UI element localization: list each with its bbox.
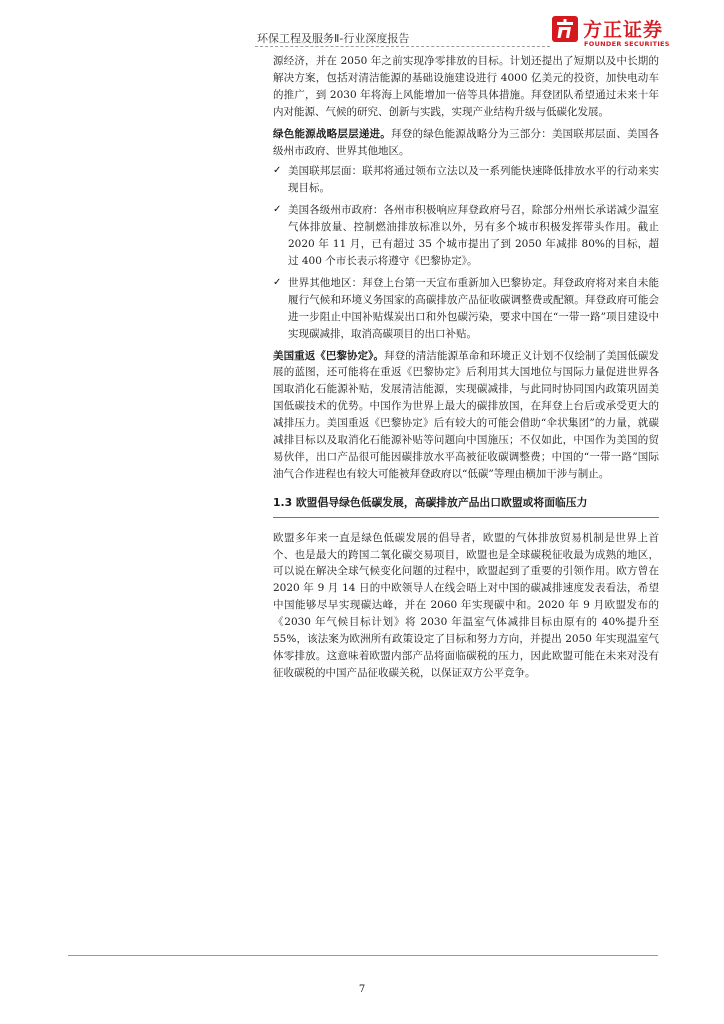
section-heading: 1.3 欧盟倡导绿色低碳发展，高碳排放产品出口欧盟或将面临压力 — [273, 495, 588, 509]
header-divider — [255, 46, 550, 47]
paragraph-text: 拜登的清洁能源革命和环境正义计划不仅绘制了美国低碳发展的蓝图，还可能将在重返《巴黎协定》后利用其大国地位与国际力量促进世界各国取消化石能源补贴，发展清洁能源，实现碳减排，与此同时协同国内政策巩固美国低碳技术的优势。中国作为世界上最大的碳排放国，在拜登上台后或承受更大的减排压力。美国重返《巴黎协定》后有较大的可能会借助“伞状集团”的力量，就碳减排目标以及取消化石能源补贴等问题向中国施压；不仅如此，中国作为美国的贸易伙伴，出口产品很可能因碳排放水平高被征收碳调整费；中国的“一带一路”国际油气合作进程也有较大可能被拜登政府以“低碳”等理由横加干涉与制止。 — [273, 349, 660, 480]
paragraph-eu: 欧盟多年来一直是绿色低碳发展的倡导者，欧盟的气体排放贸易机制是世界上首个、也是最大的跨国二氧化碳交易项目，欧盟也是全球碳税征收最为成熟的地区，可以说在解决全球气候变化问题的过程中，欧盟起到了重要的引领作用。欧方曾在 2020 年 9 月 14 日的中欧领导人在线会晤上对中国的碳减排速度发表看法，希望中国能够尽早实现碳达峰，并在 2060 年实现碳中和。2020 年 9 月欧盟发布的《2030 年气候目标计划》将 2030 年温室气体减排目标由原有的 40%提升至 55%，该法案为欧洲所有政策设定了目标和努力方向，并提出 2050 年实现温室气体零排放。这意味着欧盟内部产品将面临碳税的压力，因此欧盟可能在未来对没有征收碳税的中国产品征收碳关税，以保证双方公平竞争。 — [273, 531, 659, 679]
logo-english-name: FOUNDER SECURITIES — [584, 40, 670, 48]
strategy-bullet-list — [273, 163, 659, 342]
checkmark-icon: ✓ — [273, 165, 282, 177]
report-body — [273, 53, 659, 682]
list-item — [273, 163, 659, 197]
list-item — [273, 275, 659, 343]
page-number: 7 — [358, 984, 366, 995]
paragraph-paris-agreement — [273, 348, 659, 483]
list-item — [273, 202, 659, 270]
section-divider — [273, 517, 659, 518]
paragraph-green-strategy — [273, 126, 659, 160]
founder-securities-logo — [552, 14, 712, 54]
paragraph-lead: 绿色能源战略层层递进。 — [273, 127, 392, 140]
logo-chinese-name: 方正证券 — [583, 19, 664, 41]
bullet-text: 世界其他地区：拜登上台第一天宣布重新加入巴黎协定。拜登政府将对来自未能履行气候和环境义务国家的高碳排放产品征收碳调整费或配额。拜登政府可能会进一步阻止中国补贴煤炭出口和外包碳污染，要求中国在“一带一路”项目建设中实现碳减排，取消高碳项目的出口补贴。 — [288, 276, 659, 340]
bullet-text: 美国联邦层面：联邦将通过领布立法以及一系列能快速降低排放水平的行动来实现目标。 — [288, 165, 659, 195]
checkmark-icon: ✓ — [273, 204, 282, 216]
footer-divider — [68, 955, 658, 956]
paragraph-lead: 美国重返《巴黎协定》。 — [273, 349, 385, 362]
paragraph-text: 拜登的绿色能源战略分为三部分：美国联邦层面、美国各级州市政府、世界其他地区。 — [273, 127, 660, 157]
bullet-text: 美国各级州市政府：各州市积极响应拜登政府号召，除部分州州长承诺减少温室气体排放量、控制燃油排放标准以外，另有多个城市积极发挥带头作用。截止 2020 年 11 月，已有超过 35 个城市提出了到 2050 年减排 80%的目标，超过 400 个市长表示将遵守《巴黎协定》。 — [288, 204, 659, 267]
founder-logo-icon — [552, 16, 578, 42]
checkmark-icon: ✓ — [273, 276, 282, 288]
paragraph-us-plan: 源经济，并在 2050 年之前实现净零排放的目标。计划还提出了短期以及中长期的解决方案，包括对清洁能源的基础设施建设进行 4000 亿美元的投资，加快电动车的推广，到 2030 年将海上风能增加一倍等具体措施。拜登团队希望通过未来十年内对能源、气候的研究、创新与实践，实现产业结构升级与低碳化发展。 — [273, 55, 659, 118]
report-header-title: 环保工程及服务Ⅱ-行业深度报告 — [257, 32, 410, 45]
